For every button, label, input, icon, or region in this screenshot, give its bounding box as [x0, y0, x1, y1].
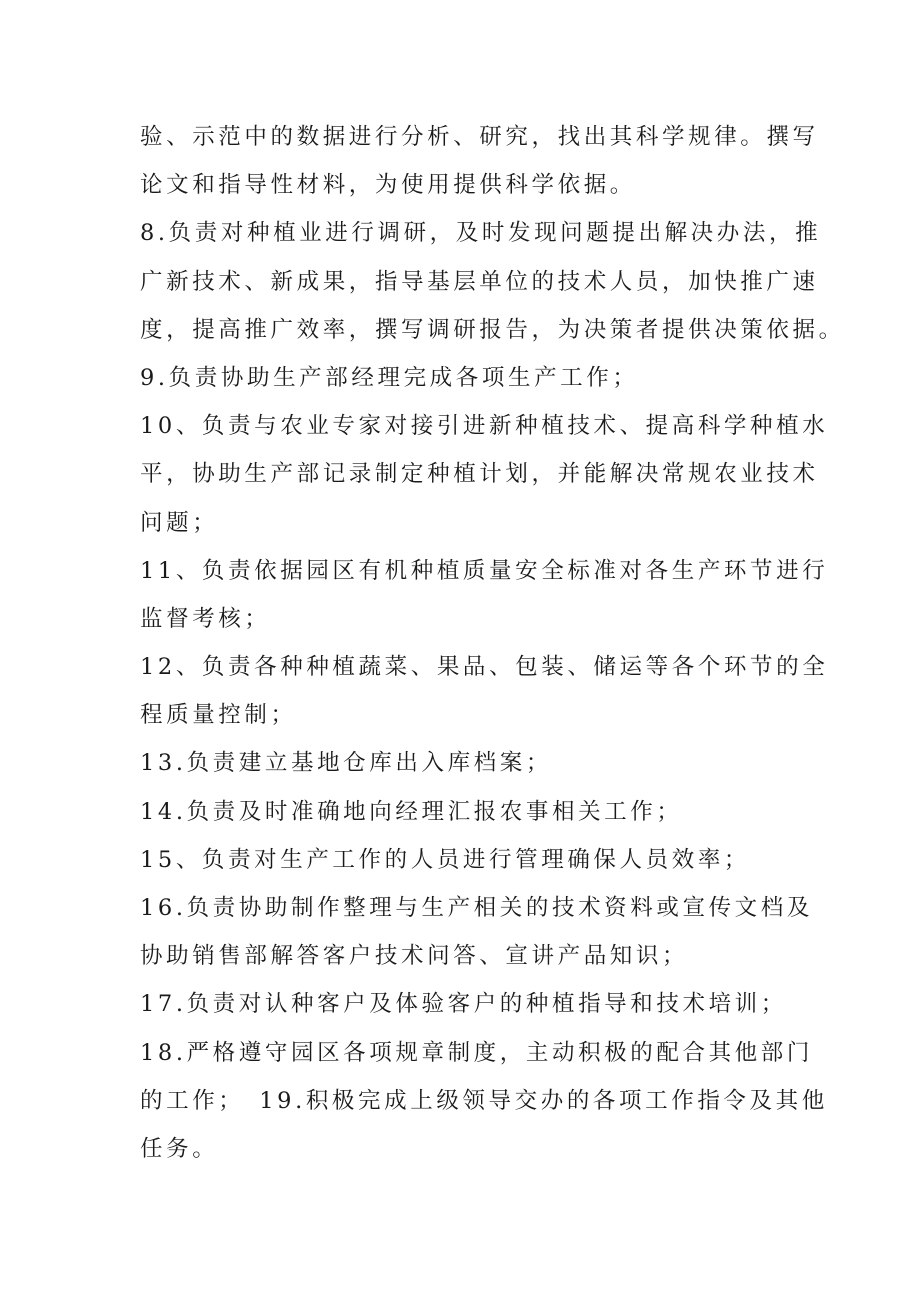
text-line-7: 10、负责与农业专家对接引进新种植技术、提高科学种植水 — [140, 413, 829, 440]
text-line-13: 程质量控制； — [140, 702, 297, 729]
text-line-12: 12、负责各种种植蔬菜、果品、包装、储运等各个环节的全 — [140, 654, 829, 681]
text-line-1: 验、示范中的数据进行分析、研究，找出其科学规律。撰写 — [140, 124, 819, 150]
text-line-21: 的工作； 19.积极完成上级领导交办的各项工作指令及其他 — [140, 1087, 828, 1114]
text-line-16: 15、负责对生产工作的人员进行管理确保人员效率； — [140, 846, 751, 873]
text-line-5: 度，提高推广效率，撰写调研报告，为决策者提供决策依据。 — [140, 316, 845, 343]
document-body — [140, 113, 845, 1173]
text-line-9: 问题； — [140, 509, 219, 536]
text-line-11: 监督考核； — [140, 605, 271, 632]
text-line-20: 18.严格遵守园区各项规章制度，主动积极的配合其他部门 — [140, 1039, 813, 1066]
text-line-3: 8.负责对种植业进行调研，及时发现问题提出解决办法，推 — [140, 220, 822, 247]
text-line-15: 14.负责及时准确地向经理汇报农事相关工作； — [140, 798, 683, 825]
text-line-22: 任务。 — [140, 1135, 219, 1162]
text-line-14: 13.负责建立基地仓库出入库档案； — [140, 750, 552, 777]
text-line-6: 9.负责协助生产部经理完成各项生产工作； — [140, 364, 639, 391]
text-line-4: 广新技术、新成果，指导基层单位的技术人员，加快推广速 — [140, 268, 819, 295]
text-line-19: 17.负责对认种客户及体验客户的种植指导和技术培训； — [140, 991, 787, 1018]
text-line-8: 平，协助生产部记录制定种植计划，并能解决常规农业技术 — [140, 461, 819, 488]
text-line-10: 11、负责依据园区有机种植质量安全标准对各生产环节进行 — [140, 557, 829, 584]
text-line-17: 16.负责协助制作整理与生产相关的技术资料或宣传文档及 — [140, 895, 813, 921]
text-line-18: 协助销售部解答客户技术问答、宣讲产品知识； — [140, 943, 689, 970]
text-line-2: 论文和指导性材料，为使用提供科学依据。 — [140, 172, 636, 199]
